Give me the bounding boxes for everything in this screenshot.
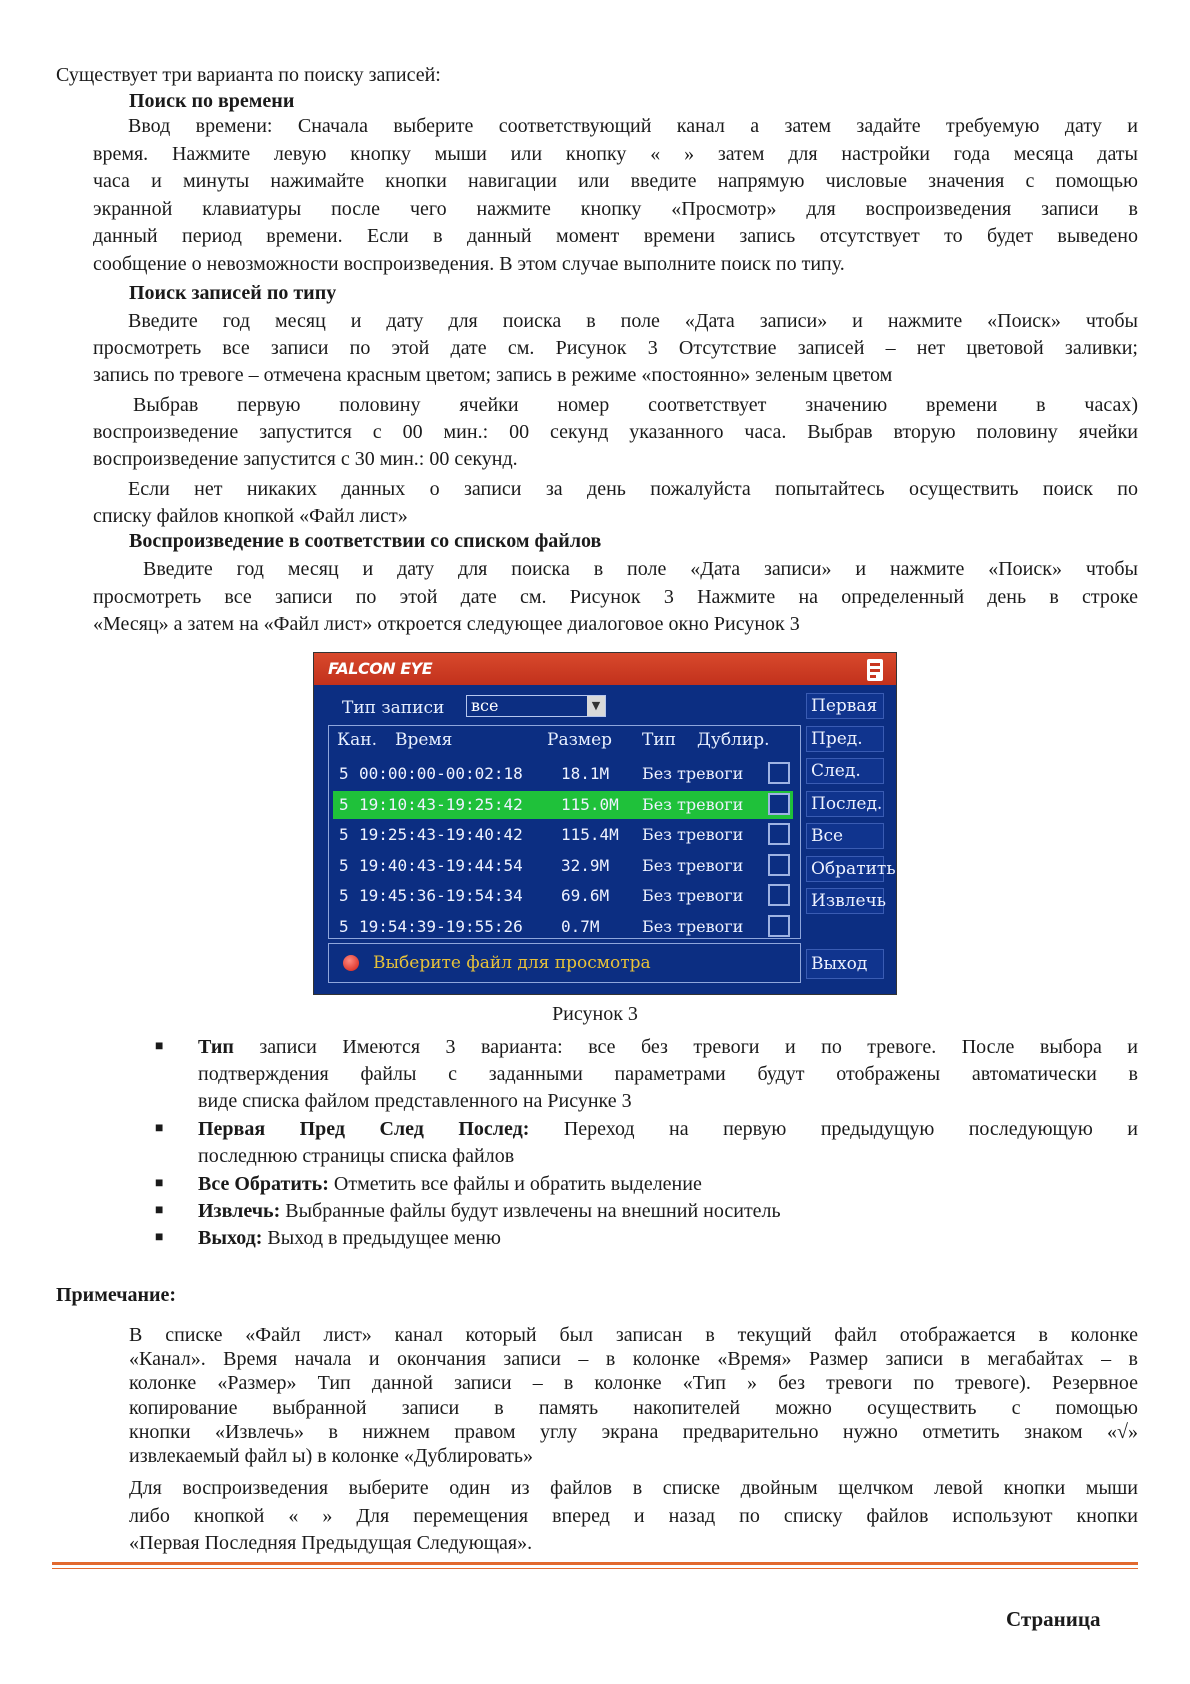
footer-rule xyxy=(52,1562,1138,1565)
bullet-description: Выход в предыдущее меню xyxy=(262,1227,501,1249)
text-line: либо кнопкой « » Для перемещения вперед и назад по списку файлов используют кнопки xyxy=(129,1504,1138,1527)
text-line: колонке «Размер» Тип данной записи – в колонке «Тип » без тревоги по тревоге). Резервное xyxy=(129,1372,1138,1395)
bullet-item xyxy=(198,1198,1138,1225)
table-row[interactable] xyxy=(333,760,793,788)
text-line: просмотреть все записи по этой дате см. Рисунок 3 Нажмите на определенный день в строке xyxy=(93,585,1138,608)
extract-button[interactable]: Извлечь xyxy=(806,888,884,914)
cell-size: 115.0M xyxy=(561,794,619,814)
bullet-item xyxy=(198,1116,1138,1143)
bullet-description: Выбранные файлы будут извлечены на внешний носитель xyxy=(280,1200,781,1222)
bullet-description: записи Имеются 3 варианта: все без тревоги и по тревоге. После выбора и xyxy=(233,1036,1138,1058)
backup-checkbox[interactable] xyxy=(768,915,790,937)
text-line: Введите год месяц и дату для поиска в поле «Дата записи» и нажмите «Поиск» чтобы xyxy=(143,558,1138,580)
heading-file-list-playback: Воспроизведение в соответствии со списком файлов xyxy=(129,530,602,552)
text-line: Для воспроизведения выберите один из файлов в списке двойным щелчком левой кнопки мыши xyxy=(129,1477,1138,1499)
text-line: Если нет никаких данных о записи за день пожалуйста попытайтесь осуществить поиск по xyxy=(128,478,1138,500)
cell-channel: 5 xyxy=(339,916,349,936)
falcon-eye-logo: FALCON EYE xyxy=(328,659,433,678)
bullet-continuation: виде списка файлом представленного на Рисунке 3 xyxy=(198,1090,632,1112)
dialog-body xyxy=(320,691,896,989)
record-type-select[interactable] xyxy=(466,695,606,717)
record-type-label: Тип записи xyxy=(342,698,445,718)
table-row[interactable] xyxy=(333,821,793,849)
cell-size: 32.9M xyxy=(561,855,610,875)
bullet-square-icon: ■ xyxy=(155,1039,164,1054)
backup-checkbox[interactable] xyxy=(768,793,790,815)
backup-checkbox[interactable] xyxy=(768,884,790,906)
cell-type: Без тревоги xyxy=(642,794,744,814)
bullet-description: Отметить все файлы и обратить выделение xyxy=(328,1173,702,1195)
cell-type: Без тревоги xyxy=(642,855,744,875)
text-line: списку файлов кнопкой «Файл лист» xyxy=(93,505,408,527)
text-line: просмотреть все записи по этой дате см. Рисунок 3 Отсутствие записей – нет цветовой заливки; xyxy=(93,337,1138,359)
text-line: В списке «Файл лист» канал который был записан в текущий файл отображается в колонке xyxy=(129,1324,1138,1346)
intro-text: Существует три варианта по поиску записей: xyxy=(56,64,441,86)
bullet-term: Все Обратить: xyxy=(198,1173,329,1195)
table-row[interactable] xyxy=(333,882,793,910)
cell-size: 18.1M xyxy=(561,764,610,783)
bullet-square-icon: ■ xyxy=(155,1230,164,1245)
column-header-time: Время xyxy=(395,730,453,750)
column-header-backup: Дублир. xyxy=(697,730,770,750)
column-header-channel: Кан. xyxy=(337,730,378,750)
text-line: воспроизведение запустится с 00 мин.: 00 секунд указанного часа. Выбрав вторую половину ячейки xyxy=(93,421,1138,443)
cell-time: 00:00:00-00:02:18 xyxy=(359,764,523,783)
exit-button[interactable]: Выход xyxy=(806,949,884,979)
cell-channel: 5 xyxy=(339,886,349,905)
cell-type: Без тревоги xyxy=(642,886,744,905)
text-line: извлекаемый файл ы) в колонке «Дублировать» xyxy=(129,1445,534,1467)
dialog-header-bar xyxy=(314,653,896,685)
record-type-value: все xyxy=(471,696,499,715)
bullet-term: Извлечь: xyxy=(198,1200,281,1222)
invert-selection-button[interactable]: Обратить xyxy=(806,856,884,882)
text-line: «Месяц» а затем на «Файл лист» откроется следующее диалоговое окно Рисунок 3 xyxy=(93,613,800,635)
cell-time: 19:10:43-19:25:42 xyxy=(359,794,523,814)
cell-type: Без тревоги xyxy=(642,916,744,936)
text-line: данный период времени. Если в данный момент времени запись отсутствует то будет выведено xyxy=(93,225,1138,247)
status-message: Выберите файл для просмотра xyxy=(373,953,651,973)
cell-time: 19:25:43-19:40:42 xyxy=(359,825,523,844)
text-line: Выбрав первую половину ячейки номер соответствует значению времени в часах) xyxy=(133,394,1138,416)
text-line: время. Нажмите левую кнопку мыши или кнопку « » затем для настройки года месяца даты xyxy=(93,142,1138,165)
text-line: Введите год месяц и дату для поиска в поле «Дата записи» и нажмите «Поиск» чтобы xyxy=(128,310,1138,332)
text-line: часа и минуты нажимайте кнопки навигации или введите напрямую числовые значения с помощью xyxy=(93,170,1138,192)
cell-time: 19:45:36-19:54:34 xyxy=(359,886,523,905)
bullet-term: Первая Пред След Послед: xyxy=(198,1118,530,1140)
bullet-description: Переход на первую предыдущую последующую и xyxy=(529,1118,1139,1140)
first-page-button[interactable]: Первая xyxy=(806,693,884,719)
table-row[interactable] xyxy=(333,852,793,880)
file-list-table xyxy=(328,725,801,939)
text-line: сообщение о невозможности воспроизведения. В этом случае выполните поиск по типу. xyxy=(93,252,845,275)
column-header-size: Размер xyxy=(547,730,613,750)
cell-time: 19:54:39-19:55:26 xyxy=(359,916,523,936)
cell-channel: 5 xyxy=(339,825,349,844)
footer-page-label: Страница xyxy=(1006,1607,1101,1631)
bullet-item xyxy=(198,1171,1138,1198)
text-line: «Первая Последняя Предыдущая Следующая». xyxy=(129,1532,533,1554)
bullet-continuation: подтверждения файлы с заданными параметрами будут отображены автоматически в xyxy=(198,1063,1138,1085)
cell-time: 19:40:43-19:44:54 xyxy=(359,855,523,875)
table-row[interactable] xyxy=(333,791,793,819)
bullet-continuation: последнюю страницы списка файлов xyxy=(198,1145,515,1167)
text-line: воспроизведение запустится с 30 мин.: 00 секунд. xyxy=(93,448,518,470)
text-line: Ввод времени: Сначала выберите соответствующий канал а затем задайте требуемую дату и xyxy=(128,115,1138,137)
file-list-dialog xyxy=(313,652,897,995)
last-page-button[interactable]: Послед. xyxy=(806,791,884,817)
bullet-square-icon: ■ xyxy=(155,1121,164,1136)
column-header-type: Тип xyxy=(642,730,676,750)
next-page-button[interactable]: След. xyxy=(806,758,884,784)
bullet-term: Тип xyxy=(198,1036,234,1058)
prev-page-button[interactable]: Пред. xyxy=(806,726,884,752)
backup-checkbox[interactable] xyxy=(768,762,790,784)
cell-size: 69.6M xyxy=(561,886,610,905)
cell-channel: 5 xyxy=(339,855,349,875)
return-icon[interactable] xyxy=(864,657,886,683)
cell-channel: 5 xyxy=(339,764,349,783)
table-row[interactable] xyxy=(333,913,793,941)
text-line: экранной клавиатуры после чего нажмите кнопку «Просмотр» для воспроизведения записи в xyxy=(93,197,1138,220)
heading-note: Примечание: xyxy=(56,1284,177,1306)
bullet-term: Выход: xyxy=(198,1227,263,1249)
cell-type: Без тревоги xyxy=(642,764,744,783)
chevron-down-icon[interactable]: ▼ xyxy=(587,696,605,716)
bullet-square-icon: ■ xyxy=(155,1176,164,1191)
select-all-button[interactable]: Все xyxy=(806,823,884,849)
cell-type: Без тревоги xyxy=(642,825,744,844)
record-dot-icon xyxy=(343,955,359,971)
bullet-item xyxy=(198,1225,1138,1252)
bullet-item xyxy=(198,1034,1138,1061)
text-line: кнопки «Извлечь» в нижнем правом углу экрана предварительно нужно отметить знаком «√» xyxy=(129,1420,1138,1443)
figure-caption: Рисунок 3 xyxy=(552,1003,638,1025)
backup-checkbox[interactable] xyxy=(768,823,790,845)
text-line: «Канал». Время начала и окончания записи – в колонке «Время» Размер записи в мегабайтах – в xyxy=(129,1348,1138,1371)
cell-size: 115.4M xyxy=(561,825,619,844)
cell-size: 0.7M xyxy=(561,916,600,936)
backup-checkbox[interactable] xyxy=(768,854,790,876)
cell-channel: 5 xyxy=(339,794,349,814)
bullet-square-icon: ■ xyxy=(155,1203,164,1218)
footer-rule-thin xyxy=(52,1568,1138,1569)
status-bar xyxy=(328,943,801,983)
heading-time-search: Поиск по времени xyxy=(129,90,295,112)
text-line: копирование выбранной записи в память накопителей можно осуществить с помощью xyxy=(129,1396,1138,1419)
text-line: запись по тревоге – отмечена красным цветом; запись в режиме «постоянно» зеленым цветом xyxy=(93,364,893,386)
heading-type-search: Поиск записей по типу xyxy=(129,282,337,304)
